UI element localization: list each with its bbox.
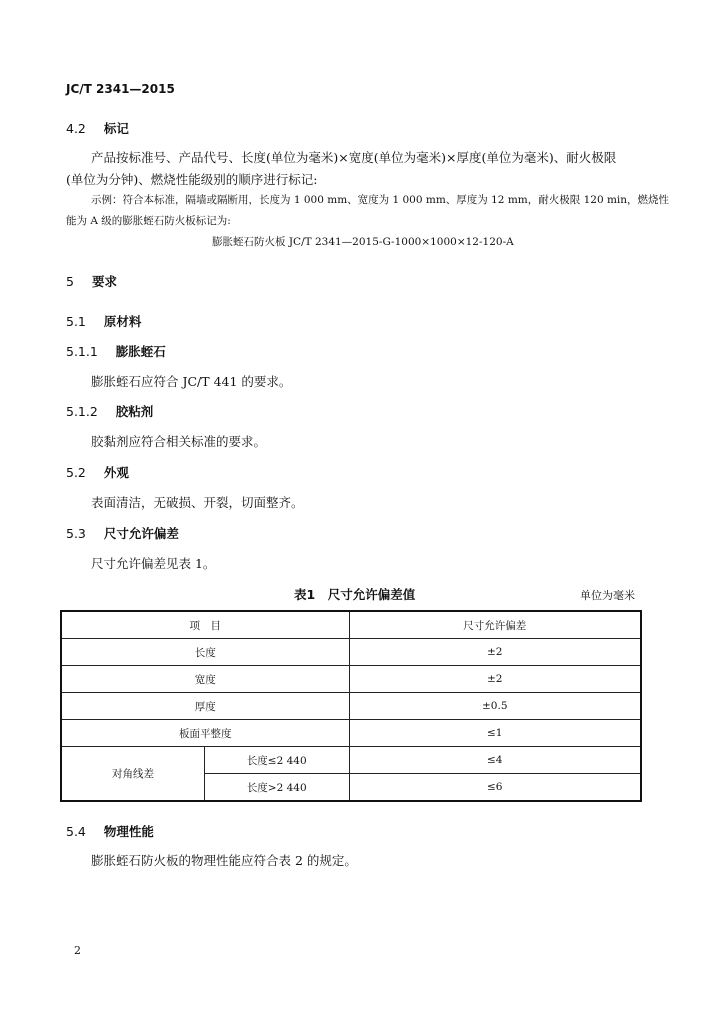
sub-item-cell: 长度>2 440 xyxy=(204,774,349,802)
table-row xyxy=(61,720,641,747)
section-title: 尺寸允许偏差 xyxy=(103,526,179,541)
section-5-2-text: 表面清洁，无破损、开裂，切面整齐。 xyxy=(91,495,304,510)
section-title: 外观 xyxy=(103,465,129,480)
table-row xyxy=(61,639,641,666)
table-row xyxy=(61,747,641,774)
section-number: 5.2 xyxy=(66,465,86,480)
section-number: 5.3 xyxy=(66,526,86,541)
section-title: 原材料 xyxy=(103,314,142,329)
section-4-2-heading xyxy=(66,119,129,137)
value-cell: ±0.5 xyxy=(349,693,641,720)
section-number: 5.1.2 xyxy=(66,404,98,419)
value-cell: ≤1 xyxy=(349,720,641,747)
section-number: 5 xyxy=(66,274,74,289)
table-row xyxy=(61,693,641,720)
section-number: 4.2 xyxy=(66,121,86,136)
table-row xyxy=(61,666,641,693)
value-cell: ±2 xyxy=(349,639,641,666)
section-5-1-1-heading xyxy=(66,342,166,360)
section-5-1-heading xyxy=(66,312,141,330)
section-5-heading xyxy=(66,272,117,290)
section-5-3-text: 尺寸允许偏差见表 1。 xyxy=(91,556,216,571)
header-tolerance-cell: 尺寸允许偏差 xyxy=(349,611,641,639)
section-number: 5.1 xyxy=(66,314,86,329)
marking-paragraph-line-2: (单位为分钟)、燃烧性能级别的顺序进行标记: xyxy=(66,172,318,187)
section-title: 膨胀蛭石 xyxy=(115,344,166,359)
section-5-4-text: 膨胀蛭石防火板的物理性能应符合表 2 的规定。 xyxy=(91,853,357,868)
marking-example: 膨胀蛭石防火板 JC/T 2341—2015-G-1000×1000×12-120-A xyxy=(212,236,514,248)
example-line-1: 示例：符合本标准，隔墙或隔断用，长度为 1 000 mm、宽度为 1 000 mm、厚度为 12 mm，耐火极限 120 min，燃烧性 xyxy=(91,194,670,206)
tolerance-table xyxy=(60,610,642,802)
header-item-cell: 项 目 xyxy=(61,611,349,639)
value-cell: ±2 xyxy=(349,666,641,693)
sub-item-cell: 长度≤2 440 xyxy=(204,747,349,774)
marking-paragraph-line-1: 产品按标准号、产品代号、长度(单位为毫米)×宽度(单位为毫米)×厚度(单位为毫米)、耐火极限 xyxy=(91,150,617,165)
section-number: 5.1.1 xyxy=(66,344,98,359)
item-cell: 宽度 xyxy=(61,666,349,693)
section-title: 要求 xyxy=(91,274,117,289)
item-cell: 长度 xyxy=(61,639,349,666)
standard-code-header: JC/T 2341—2015 xyxy=(66,82,175,96)
section-5-3-heading xyxy=(66,524,179,542)
table-1-title: 表1 尺寸允许偏差值 xyxy=(294,587,416,602)
section-title: 物理性能 xyxy=(103,824,154,839)
section-5-1-1-text: 膨胀蛭石应符合 JC/T 441 的要求。 xyxy=(91,374,292,389)
diagonal-label-cell: 对角线差 xyxy=(61,747,204,802)
table-header-row xyxy=(61,611,641,639)
item-cell: 厚度 xyxy=(61,693,349,720)
section-5-1-2-text: 胶黏剂应符合相关标准的要求。 xyxy=(91,434,267,449)
value-cell: ≤6 xyxy=(349,774,641,802)
section-5-4-heading xyxy=(66,822,154,840)
section-number: 5.4 xyxy=(66,824,86,839)
item-cell: 板面平整度 xyxy=(61,720,349,747)
table-1-unit: 单位为毫米 xyxy=(580,589,635,602)
section-title: 标记 xyxy=(103,121,129,136)
example-line-2: 能为 A 级的膨胀蛭石防火板标记为: xyxy=(66,215,231,227)
section-5-1-2-heading xyxy=(66,402,153,420)
page-number: 2 xyxy=(74,944,81,957)
section-5-2-heading xyxy=(66,463,129,481)
section-title: 胶粘剂 xyxy=(115,404,154,419)
value-cell: ≤4 xyxy=(349,747,641,774)
